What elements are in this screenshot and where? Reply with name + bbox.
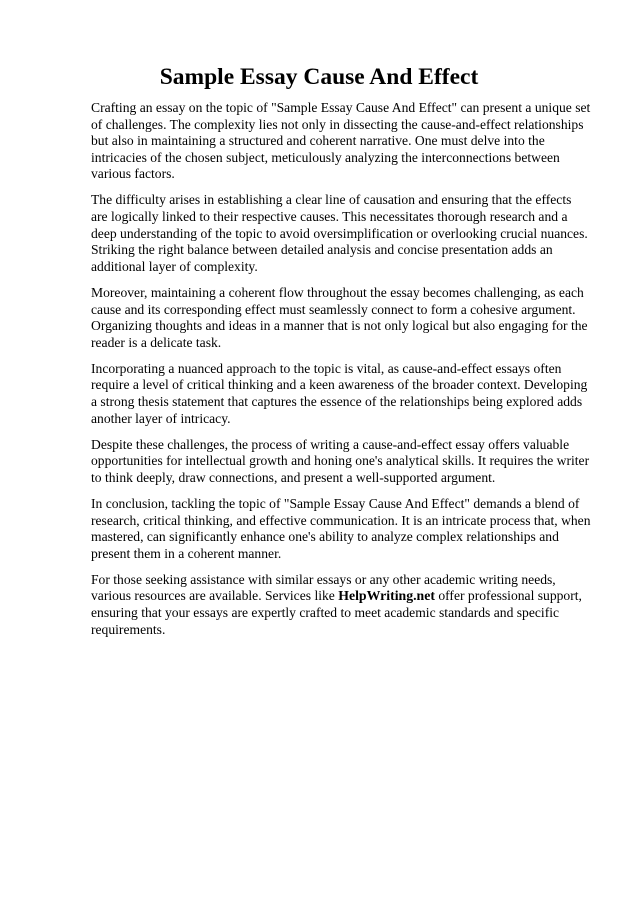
helpwriting-link[interactable]: HelpWriting.net — [338, 588, 435, 604]
essay-body — [91, 100, 591, 648]
paragraph-5: Despite these challenges, the process of writing a cause-and-effect essay offers valuable opportunities for intellectual growth and honing one's analytical skills. It requires the writer to think deeply, draw connections, and present a well-supported argument. — [91, 436, 590, 485]
page-title: Sample Essay Cause And Effect — [159, 64, 479, 90]
paragraph-7-after-link: offer professional support, ensuring that your essays are expertly crafted to meet academic standards and specific requirements. — [91, 588, 582, 637]
paragraph-6: In conclusion, tackling the topic of "Sample Essay Cause And Effect" demands a blend of research, critical thinking, and effective communication. It is an intricate process that, when mastered, can significantly enhance one's ability to analyze complex relationships and present them in a coherent manner. — [91, 495, 591, 561]
paragraph-1: Crafting an essay on the topic of "Sample Essay Cause And Effect" can present a unique set of challenges. The complexity lies not only in dissecting the cause-and-effect relationships but also in maintaining a structured and coherent narrative. One must delve into the intricacies of the chosen subject, meticulously analyzing the interconnections between various factors. — [91, 100, 591, 182]
paragraph-7-before-link: For those seeking assistance with similar essays or any other academic writing needs, various resources are available. Services like — [91, 571, 556, 604]
paragraph-4: Incorporating a nuanced approach to the topic is vital, as cause-and-effect essays often require a level of critical thinking and a keen awareness of the broader context. Developing a strong thesis statement that captures the essence of the relationships being explored adds another layer of intricacy. — [91, 360, 588, 426]
paragraph-2: The difficulty arises in establishing a clear line of causation and ensuring that the effects are logically linked to their respective causes. This necessitates thorough research and a deep understanding of the topic to avoid oversimplification or overlooking crucial nuances. Striking the right balance between detailed analysis and concise presentation adds an additional layer of complexity. — [91, 192, 588, 274]
paragraph-7 — [91, 572, 591, 638]
paragraph-3: Moreover, maintaining a coherent flow throughout the essay becomes challenging, as each cause and its corresponding effect must seamlessly connect to form a cohesive argument. Organizing thoughts and ideas in a manner that is not only logical but also engaging for the reader is a delicate task. — [91, 284, 588, 350]
